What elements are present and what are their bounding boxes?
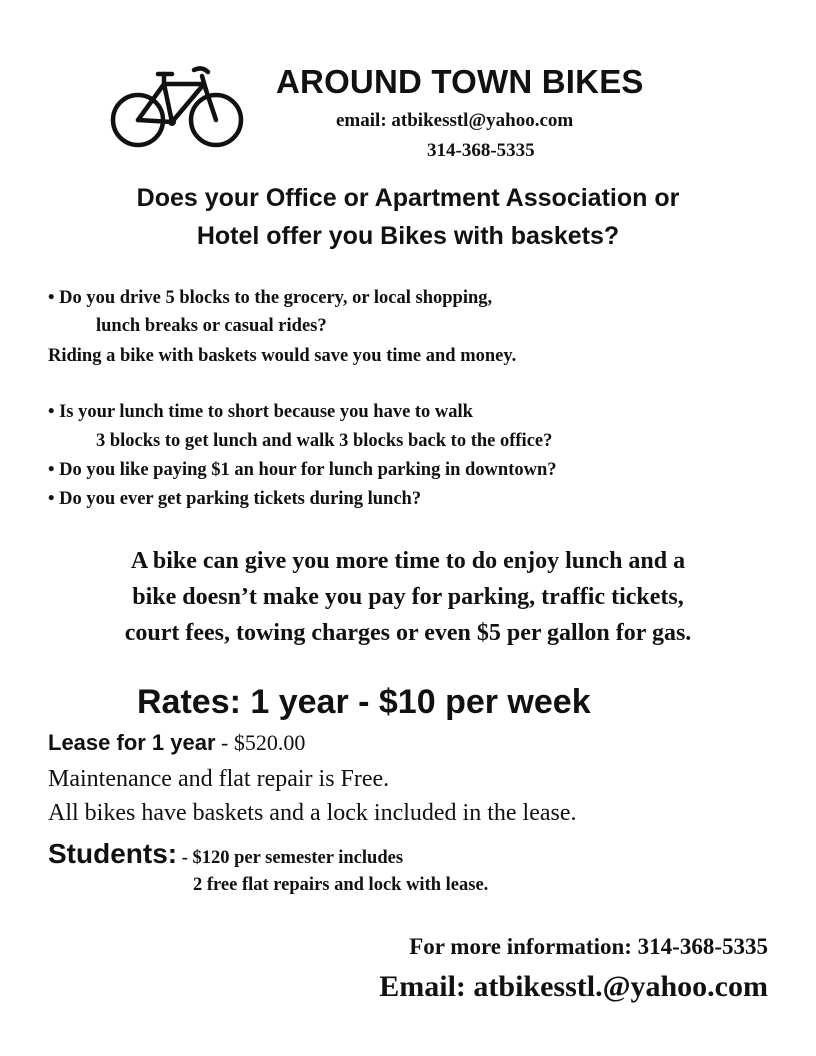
maintenance-line: Maintenance and flat repair is Free. bbox=[48, 766, 390, 792]
baskets-line: All bikes have baskets and a lock included in the lease. bbox=[48, 800, 577, 826]
pitch-line-3: court fees, towing charges or even $5 per gallon for gas. bbox=[124, 620, 692, 646]
students-label: Students: bbox=[48, 838, 178, 869]
pitch-line-1: A bike can give you more time to do enjoy lunch and a bbox=[130, 548, 686, 574]
headline-line-1: Does your Office or Apartment Association or bbox=[136, 184, 680, 212]
header-phone: 314-368-5335 bbox=[427, 140, 535, 161]
lease-line bbox=[48, 730, 305, 756]
pitch-line-2: bike doesn’t make you pay for parking, traffic tickets, bbox=[132, 584, 684, 610]
question-lunch-line-1: • Is your lunch time to short because you have to walk bbox=[48, 402, 473, 422]
students-line bbox=[48, 838, 403, 870]
rates-heading: Rates: 1 year - $10 per week bbox=[137, 683, 591, 721]
brand-title: AROUND TOWN BIKES bbox=[276, 63, 644, 100]
question-drive-line-2: lunch breaks or casual rides? bbox=[96, 316, 327, 336]
footer-email: Email: atbikesstl.@yahoo.com bbox=[379, 970, 768, 1003]
question-drive-line-3: Riding a bike with baskets would save you time and money. bbox=[48, 346, 517, 366]
bicycle-icon bbox=[108, 60, 248, 156]
header-email: email: atbikesstl@yahoo.com bbox=[336, 110, 574, 131]
headline-line-2: Hotel offer you Bikes with baskets? bbox=[196, 222, 620, 250]
footer-info: For more information: 314-368-5335 bbox=[409, 934, 768, 959]
lease-label: Lease for 1 year bbox=[48, 730, 216, 755]
question-tickets: • Do you ever get parking tickets during lunch? bbox=[48, 489, 422, 509]
question-drive-line-1: • Do you drive 5 blocks to the grocery, or local shopping, bbox=[48, 288, 493, 308]
lease-price: - $520.00 bbox=[215, 730, 306, 755]
students-extra: 2 free flat repairs and lock with lease. bbox=[193, 875, 489, 895]
question-lunch-line-2: 3 blocks to get lunch and walk 3 blocks back to the office? bbox=[96, 431, 553, 451]
question-parking: • Do you like paying $1 an hour for lunch parking in downtown? bbox=[48, 460, 557, 480]
students-price: - $120 per semester includes bbox=[177, 848, 404, 868]
